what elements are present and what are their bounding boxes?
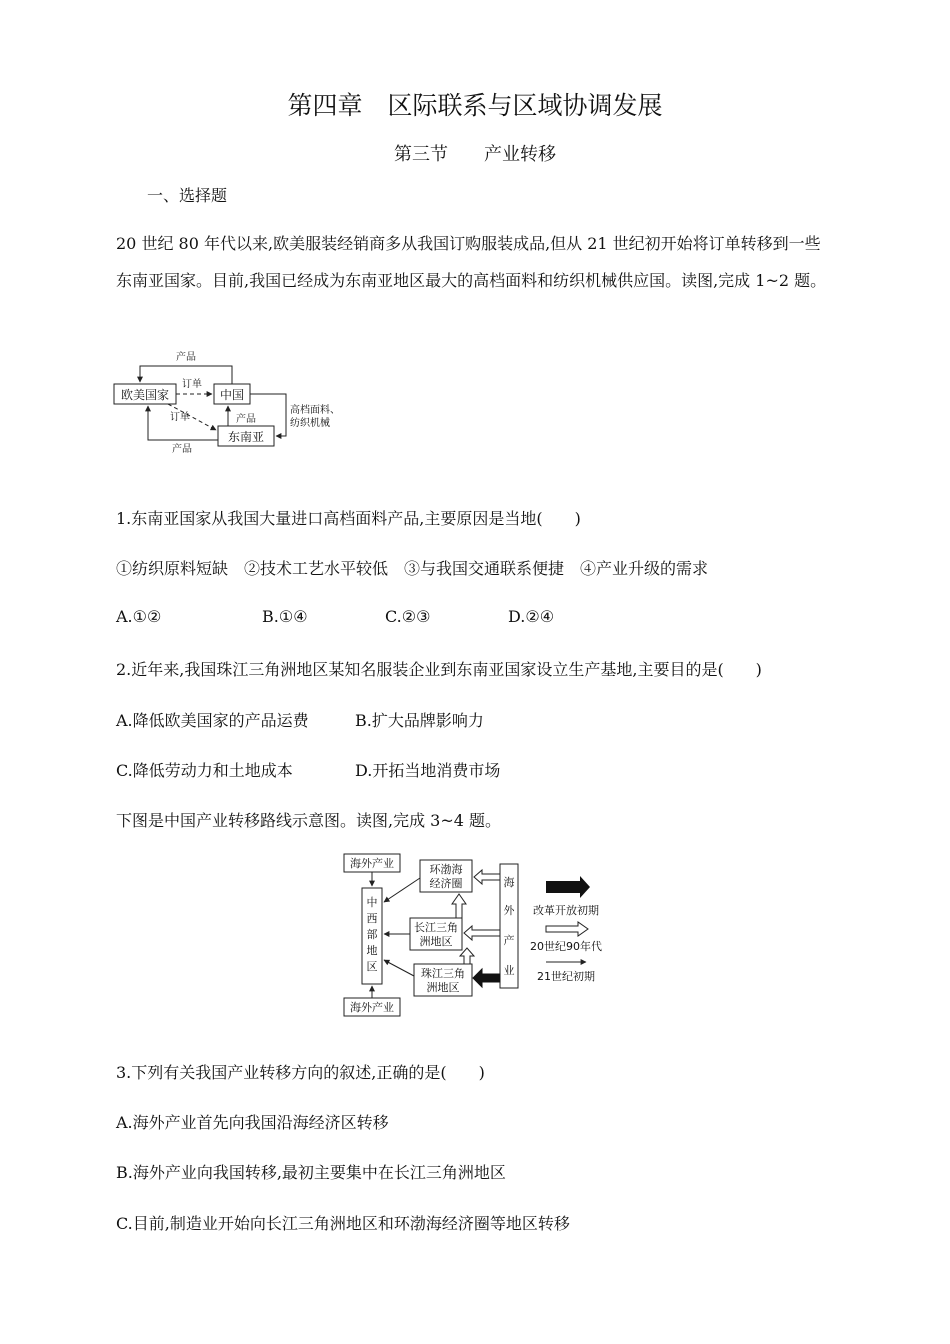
- overseas-top-label: 海外产业: [350, 857, 394, 870]
- sea-label: 东南亚: [227, 430, 265, 444]
- order-label-sea: 订单: [170, 412, 190, 423]
- legend-solid-arrow: [546, 876, 590, 898]
- central-west-char-2: 西: [366, 912, 378, 925]
- central-west-char-1: 中: [366, 896, 378, 909]
- order-label-china: 订单: [182, 379, 202, 390]
- question-1-option-b: B.①④: [262, 607, 308, 626]
- bohai-label-1: 环渤海: [429, 863, 463, 876]
- question-2-option-b: B.扩大品牌影响力: [355, 711, 484, 730]
- legend-21-label: 21世纪初期: [537, 970, 595, 983]
- overseas-bottom-label: 海外产业: [350, 1001, 394, 1014]
- overseas-right-char-1: 海: [503, 876, 515, 889]
- central-west-char-4: 地: [366, 944, 378, 957]
- overseas-right-char-2: 外: [503, 904, 515, 917]
- pearl-label-2: 洲地区: [426, 981, 460, 994]
- question-2-option-a: A.降低欧美国家的产品运费: [116, 711, 309, 730]
- intro-paragraph-line-2: 东南亚国家。目前,我国已经成为东南亚地区最大的高档面料和纺织机械供应国。读图,完成 1~2 题。: [116, 271, 827, 290]
- intro-paragraph-line-1: 20 世纪 80 年代以来,欧美服装经销商多从我国订购服装成品,但从 21 世纪初开始将订单转移到一些: [116, 234, 821, 253]
- question-3-option-c: C.目前,制造业开始向长江三角洲地区和环渤海经济圈等地区转移: [116, 1214, 570, 1233]
- hollow-arrow-overseas-to-bohai: [474, 870, 500, 884]
- question-1-items: ①纺织原料短缺 ②技术工艺水平较低 ③与我国交通联系便捷 ④产业升级的需求: [116, 559, 709, 578]
- question-1-option-c: C.②③: [385, 607, 431, 626]
- arrow-pearl-to-central: [384, 960, 414, 976]
- europe-label: 欧美国家: [120, 388, 170, 402]
- question-2-option-c: C.降低劳动力和土地成本: [116, 761, 293, 780]
- section-subtitle: 第三节 产业转移: [394, 144, 556, 165]
- yangtze-label-2: 洲地区: [419, 935, 453, 948]
- legend-90s-label: 20世纪90年代: [530, 940, 602, 953]
- fabric-label-1: 高档面料、: [290, 405, 340, 416]
- question-3-option-a: A.海外产业首先向我国沿海经济区转移: [116, 1113, 389, 1132]
- fabric-label-2: 纺织机械: [290, 418, 330, 429]
- overseas-right-char-4: 业: [503, 964, 515, 977]
- legend-reform-label: 改革开放初期: [533, 904, 599, 917]
- legend-hollow-arrow: [546, 922, 588, 936]
- hollow-arrow-overseas-to-yangtze: [464, 926, 500, 940]
- solid-arrow-overseas-to-pearl: [473, 969, 500, 987]
- arrow-bohai-to-central: [384, 878, 420, 902]
- china-label: 中国: [219, 388, 245, 402]
- question-1-option-a: A.①②: [116, 607, 162, 626]
- question-2-stem: 2.近年来,我国珠江三角洲地区某知名服装企业到东南亚国家设立生产基地,主要目的是( ): [116, 660, 762, 679]
- question-3-option-b: B.海外产业向我国转移,最初主要集中在长江三角洲地区: [116, 1163, 506, 1182]
- product-label-mid: 产品: [236, 414, 256, 425]
- page-title: 第四章 区际联系与区域协调发展: [287, 91, 663, 120]
- product-label-top: 产品: [176, 352, 196, 363]
- question-1-stem: 1.东南亚国家从我国大量进口高档面料产品,主要原因是当地( ): [116, 509, 581, 528]
- bohai-label-2: 经济圈: [429, 877, 463, 890]
- hollow-arrow-yangtze-to-bohai: [452, 894, 466, 918]
- central-west-char-5: 区: [366, 960, 378, 973]
- trade-flow-diagram: [110, 340, 360, 460]
- question-1-option-d: D.②④: [508, 607, 555, 626]
- overseas-right-char-3: 产: [503, 934, 515, 947]
- section-heading: 一、选择题: [147, 186, 228, 205]
- intro-paragraph-2: 下图是中国产业转移路线示意图。读图,完成 3~4 题。: [116, 811, 502, 830]
- yangtze-label-1: 长江三角: [414, 921, 458, 934]
- product-label-bottom: 产品: [172, 444, 192, 455]
- central-west-char-3: 部: [366, 928, 378, 941]
- question-2-option-d: D.开拓当地消费市场: [355, 761, 501, 780]
- industry-transfer-diagram: [340, 852, 620, 1018]
- question-3-stem: 3.下列有关我国产业转移方向的叙述,正确的是( ): [116, 1063, 485, 1082]
- pearl-label-1: 珠江三角: [421, 967, 465, 980]
